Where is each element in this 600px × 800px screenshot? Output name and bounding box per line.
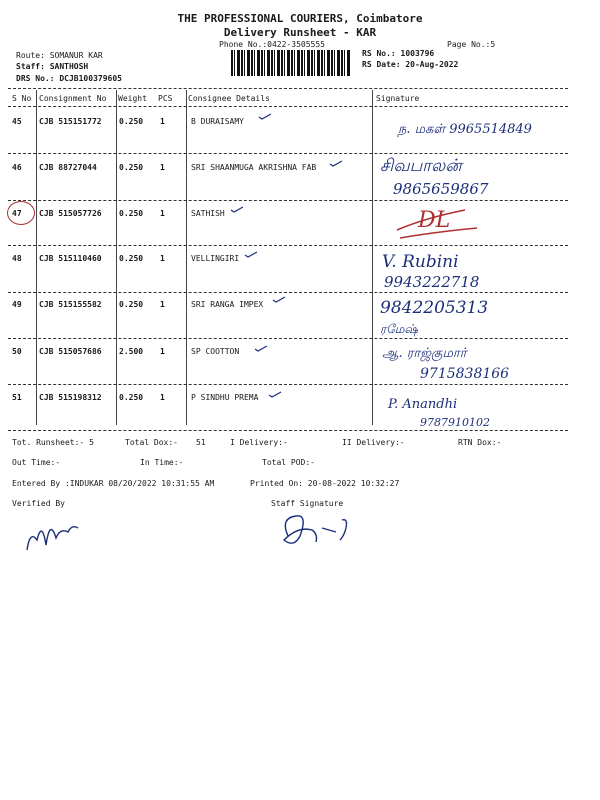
row-sno: 51 (12, 393, 22, 402)
row-consignee: SP COOTTON (191, 347, 240, 356)
row-consignee: SRI RANGA IMPEX (191, 300, 264, 309)
column-separator (116, 90, 117, 425)
row-weight: 0.250 (119, 300, 144, 309)
handwritten-mark: DL (418, 208, 451, 233)
row-sno: 45 (12, 117, 22, 126)
handwritten-phone: 9865659867 (393, 180, 489, 198)
row-pcs: 1 (160, 347, 165, 356)
row-weight: 0.250 (119, 393, 144, 402)
checkmark-icon (272, 296, 286, 303)
row-consignment: CJB 515110460 (39, 254, 102, 263)
red-scribble-icon (395, 208, 480, 243)
runsheet-subtitle: Delivery Runsheet - KAR (223, 26, 377, 39)
rs-date: RS Date: 20-Aug-2022 (362, 60, 459, 69)
checkmark-icon (329, 160, 343, 167)
runsheet-title: THE PROFESSIONAL COURIERS, Coimbatore (177, 12, 423, 25)
divider (8, 245, 568, 246)
row-pcs: 1 (160, 163, 165, 172)
row-sno: 46 (12, 163, 22, 172)
handwritten-signature: ந. மகள் 9965514849 (398, 122, 532, 137)
col-sno: S No (12, 94, 32, 103)
row-consignment: CJB 515155582 (39, 300, 102, 309)
printed-on: Printed On: 20-08-2022 10:32:27 (250, 479, 400, 488)
row-weight: 0.250 (119, 254, 144, 263)
row-pcs: 1 (160, 300, 165, 309)
row-sno: 50 (12, 347, 22, 356)
row-pcs: 1 (160, 209, 165, 218)
row-consignee: B DURAISAMY (191, 117, 244, 126)
divider (8, 106, 568, 107)
column-separator (372, 90, 373, 425)
handwritten-signature: ஆ. ராஜ்குமார் (382, 346, 467, 361)
row-weight: 0.250 (119, 209, 144, 218)
handwritten-phone: 9842205313 (380, 298, 489, 318)
row-consignee: SATHISH (191, 209, 225, 218)
row-consignee: SRI SHAANMUGA AKRISHNA FAB (191, 163, 317, 172)
route-label: Route: SOMANUR KAR (16, 51, 103, 60)
divider (8, 430, 568, 431)
out-time: Out Time:- (12, 458, 61, 467)
checkmark-icon (230, 206, 244, 213)
rtn-dox: RTN Dox:- (458, 438, 502, 447)
divider (8, 153, 568, 154)
drs-number: DRS No.: DCJB100379605 (16, 74, 122, 83)
divider (8, 292, 568, 293)
row-pcs: 1 (160, 117, 165, 126)
handwritten-signature: P. Anandhi (388, 397, 458, 412)
checkmark-icon (244, 251, 258, 258)
row-consignment: CJB 515057686 (39, 347, 102, 356)
barcode-image (231, 50, 351, 76)
row-consignee: P SINDHU PREMA (191, 393, 259, 402)
in-time: In Time:- (140, 458, 184, 467)
row-consignment: CJB 88727044 (39, 163, 97, 172)
row-sno: 49 (12, 300, 22, 309)
entered-by: Entered By :INDUKAR 08/20/2022 10:31:55 AM (12, 479, 215, 488)
handwritten-signature: சிவபாலன் (380, 156, 462, 176)
total-dox-label: Total Dox:- (125, 438, 178, 447)
checkmark-icon (258, 113, 272, 120)
verified-by-label: Verified By (12, 499, 65, 508)
staff-label: Staff: SANTHOSH (16, 62, 89, 71)
rs-number: RS No.: 1003796 (362, 49, 435, 58)
row-sno: 48 (12, 254, 22, 263)
total-pod: Total POD:- (262, 458, 315, 467)
total-dox-value: 51 (196, 438, 206, 447)
col-weight: Weight (118, 94, 147, 103)
verifier-signature-icon (22, 510, 82, 555)
divider (8, 88, 568, 89)
ii-delivery: II Delivery:- (342, 438, 405, 447)
col-consignment: Consignment No (39, 94, 107, 103)
page-number: Page No.:5 (447, 40, 496, 49)
row-consignee: VELLINGIRI (191, 254, 240, 263)
phone-number: Phone No.:0422-3505555 (219, 40, 325, 49)
row-consignment: CJB 515198312 (39, 393, 102, 402)
handwritten-phone: 9715838166 (420, 366, 510, 382)
row-weight: 0.250 (119, 163, 144, 172)
col-pcs: PCS (158, 94, 173, 103)
total-runsheet: Tot. Runsheet:- 5 (12, 438, 94, 447)
col-signature: Signature (376, 94, 420, 103)
row-sno: 47 (12, 209, 22, 218)
divider (8, 200, 568, 201)
handwritten-signature: ரமேஷ் (380, 322, 418, 336)
column-separator (36, 90, 37, 425)
staff-signature-label: Staff Signature (271, 499, 344, 508)
row-weight: 2.500 (119, 347, 144, 356)
checkmark-icon (268, 391, 282, 398)
staff-signature-icon (278, 506, 358, 551)
row-pcs: 1 (160, 393, 165, 402)
row-consignment: CJB 515151772 (39, 117, 102, 126)
column-separator (186, 90, 187, 425)
row-pcs: 1 (160, 254, 165, 263)
handwritten-signature: V. Rubini (382, 252, 459, 272)
row-consignment: CJB 515057726 (39, 209, 102, 218)
checkmark-icon (254, 345, 268, 352)
handwritten-phone: 9787910102 (420, 416, 490, 429)
handwritten-phone: 9943222718 (384, 273, 480, 291)
divider (8, 384, 568, 385)
col-consignee: Consignee Details (188, 94, 270, 103)
divider (8, 338, 568, 339)
row-weight: 0.250 (119, 117, 144, 126)
i-delivery: I Delivery:- (230, 438, 288, 447)
